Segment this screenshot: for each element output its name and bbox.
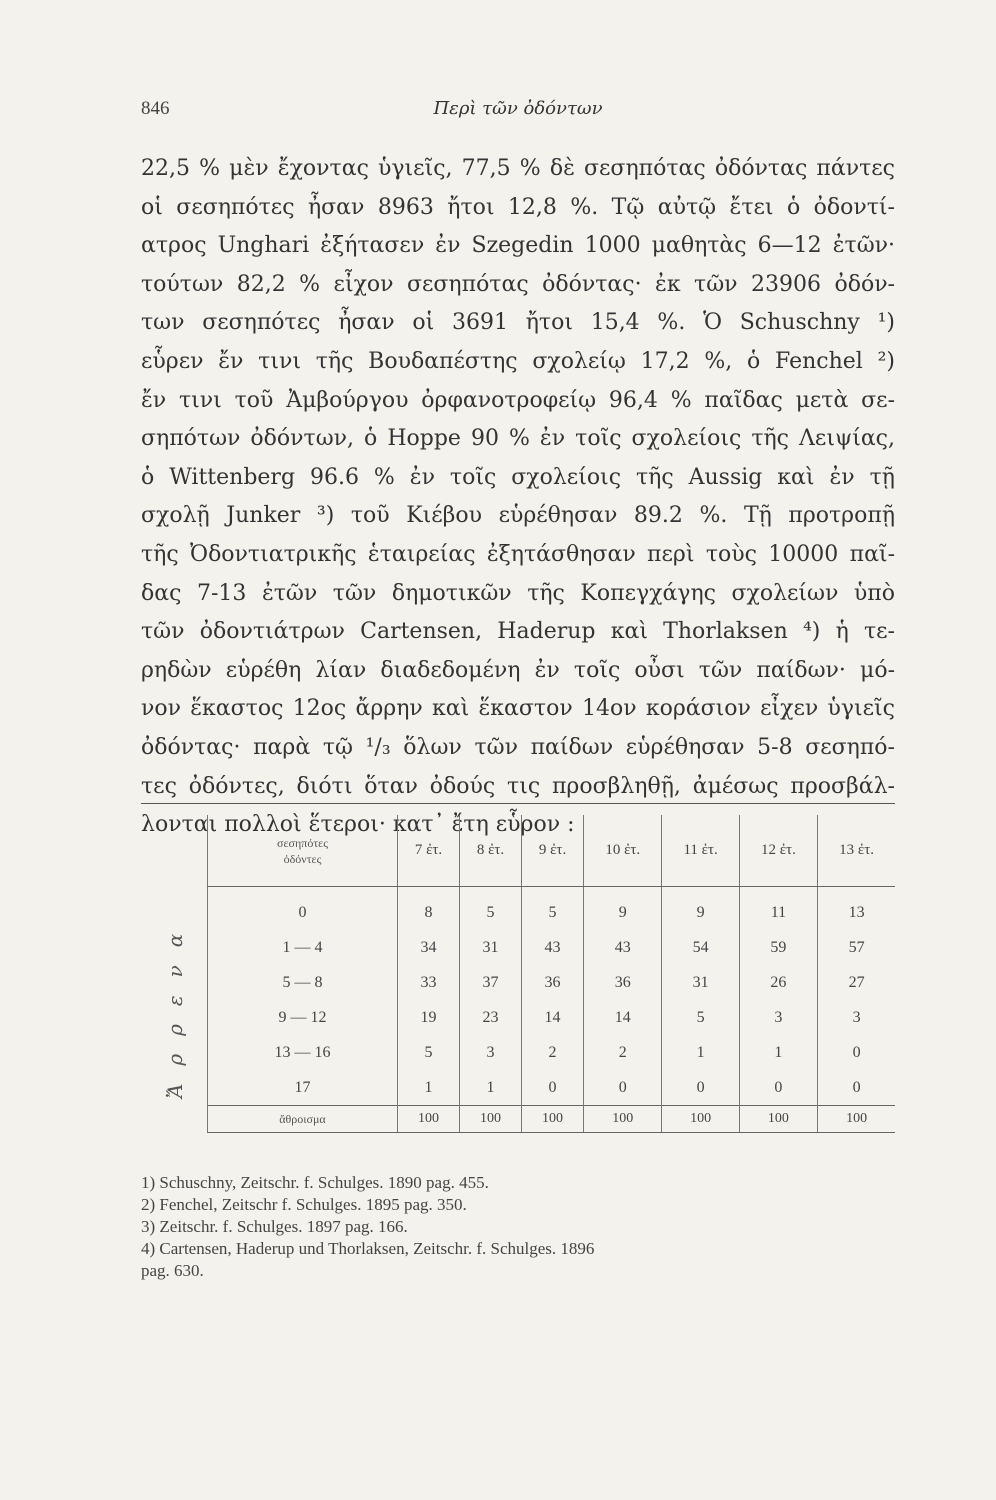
text-line: ὁ Wittenberg 96.6 % ἐν τοῖς σχολείοις τῆς Aussig καὶ ἐν τῇ — [141, 464, 895, 490]
table-cell: 3 — [818, 1000, 895, 1035]
table-cell: 5 — [662, 1000, 739, 1035]
column-header: 10 ἐτ. — [584, 815, 662, 887]
row-label: 13 — 16 — [208, 1035, 398, 1070]
text-line: οἱ σεσηπότες ἦσαν 8963 ἤτοι 12,8 %. Τῷ αὐτῷ ἔτει ὁ ὀδοντί- — [141, 194, 895, 220]
text-line: τῆς Ὀδοντιατρικῆς ἑταιρείας ἐξητάσθησαν περὶ τοὺς 10000 παῖ- — [141, 541, 895, 567]
table-cell: 1 — [460, 1070, 522, 1106]
total-cell: 100 — [584, 1106, 662, 1133]
table-row — [208, 1035, 896, 1070]
total-cell: 100 — [818, 1106, 895, 1133]
table-cell: 54 — [662, 930, 739, 965]
text-line: τούτων 82,2 % εἶχον σεσηπότας ὀδόντας· ἐκ τῶν 23906 ὀδόν- — [141, 271, 895, 297]
column-header: 8 ἐτ. — [460, 815, 522, 887]
text-line: ατρος Unghari ἐξήτασεν ἐν Szegedin 1000 μαθητὰς 6—12 ἐτῶν· — [141, 233, 895, 259]
row-label: 0 — [208, 887, 398, 931]
footnote: 4) Cartensen, Haderup und Thorlaksen, Zeitschr. f. Schulges. 1896 — [141, 1239, 595, 1258]
table-cell: 59 — [739, 930, 817, 965]
running-title: Περὶ τῶν ὀδόντων — [433, 98, 603, 119]
table-cell: 36 — [522, 965, 584, 1000]
row-label: 9 — 12 — [208, 1000, 398, 1035]
statistics-table — [207, 815, 895, 1133]
side-label-text: Ἄρρενα — [163, 915, 187, 1099]
table-row — [208, 930, 896, 965]
table-cell: 0 — [739, 1070, 817, 1106]
table-cell: 26 — [739, 965, 817, 1000]
table-header-row — [208, 815, 896, 887]
table-cell: 27 — [818, 965, 895, 1000]
text-line: νον ἕκαστος 12ος ἄρρην καὶ ἕκαστον 14ον κοράσιον εἶχεν ὑγιεῖς — [141, 696, 895, 722]
text-line: σχολῇ Junker ³) τοῦ Κιέβου εὑρέθησαν 89.2 %. Τῇ προτροπῇ — [141, 503, 895, 529]
table-cell: 9 — [662, 887, 739, 931]
total-cell: 100 — [460, 1106, 522, 1133]
text-line: λονται πολλοὶ ἕτεροι· κατ᾽ ἔτη εὗρον : — [141, 812, 575, 838]
total-cell: 100 — [662, 1106, 739, 1133]
table-cell: 5 — [398, 1035, 460, 1070]
table-row — [208, 965, 896, 1000]
text-line: ἔν τινι τοῦ Ἀμβούργου ὀρφανοτροφείῳ 96,4 % παῖδας μετὰ σε- — [141, 387, 895, 413]
table-cell: 43 — [584, 930, 662, 965]
table-cell: 1 — [398, 1070, 460, 1106]
header-label-line2: ὀδόντες — [283, 851, 322, 866]
footnote-continuation: pag. 630. — [141, 1261, 204, 1280]
column-header: 12 ἐτ. — [739, 815, 817, 887]
table-cell: 5 — [460, 887, 522, 931]
row-label: 5 — 8 — [208, 965, 398, 1000]
table-cell: 13 — [818, 887, 895, 931]
column-header: 7 ἐτ. — [398, 815, 460, 887]
table-cell: 14 — [522, 1000, 584, 1035]
table-cell: 0 — [662, 1070, 739, 1106]
row-label: 17 — [208, 1070, 398, 1106]
table-cell: 2 — [584, 1035, 662, 1070]
table-cell: 3 — [739, 1000, 817, 1035]
table-cell: 8 — [398, 887, 460, 931]
total-cell: 100 — [739, 1106, 817, 1133]
section-rule — [141, 803, 895, 804]
table-cell: 31 — [460, 930, 522, 965]
table-cell: 1 — [662, 1035, 739, 1070]
table-row — [208, 887, 896, 931]
footnote: 1) Schuschny, Zeitschr. f. Schulges. 1890 pag. 455. — [141, 1173, 489, 1192]
table-cell: 0 — [584, 1070, 662, 1106]
text-line: 22,5 % μὲν ἔχοντας ὑγιεῖς, 77,5 % δὲ σεσηπότας ὀδόντας πάντες — [141, 156, 895, 181]
table-cell: 57 — [818, 930, 895, 965]
table-cell: 34 — [398, 930, 460, 965]
column-header: 9 ἐτ. — [522, 815, 584, 887]
text-line: δας 7-13 ἐτῶν τῶν δημοτικῶν τῆς Κοπεγχάγης σχολείων ὑπὸ — [141, 580, 895, 606]
table-cell: 14 — [584, 1000, 662, 1035]
table-row — [208, 1070, 896, 1106]
footnote: 3) Zeitschr. f. Schulges. 1897 pag. 166. — [141, 1217, 408, 1236]
page-number: 846 — [141, 98, 170, 119]
column-header: 11 ἐτ. — [662, 815, 739, 887]
total-cell: 100 — [398, 1106, 460, 1133]
total-label: ἄθροισμα — [208, 1106, 398, 1133]
text-line: των σεσηπότες ἦσαν οἱ 3691 ἤτοι 15,4 %. Ὁ Schuschny ¹) — [141, 310, 895, 336]
table-cell: 0 — [818, 1070, 895, 1106]
page-header — [141, 98, 895, 124]
table-cell: 0 — [818, 1035, 895, 1070]
table-side-label — [141, 815, 207, 1165]
table-cell: 36 — [584, 965, 662, 1000]
table-cell: 1 — [739, 1035, 817, 1070]
table-cell: 31 — [662, 965, 739, 1000]
text-line: σηπότων ὀδόντων, ὁ Hoppe 90 % ἐν τοῖς σχολείοις τῆς Λειψίας, — [141, 426, 895, 452]
table-cell: 23 — [460, 1000, 522, 1035]
row-label: 1 — 4 — [208, 930, 398, 965]
table-cell: 9 — [584, 887, 662, 931]
total-cell: 100 — [522, 1106, 584, 1133]
table-cell: 5 — [522, 887, 584, 931]
table-cell: 0 — [522, 1070, 584, 1106]
table-cell: 43 — [522, 930, 584, 965]
text-line: τῶν ὀδοντιάτρων Cartensen, Haderup καὶ Thorlaksen ⁴) ἡ τε- — [141, 619, 895, 645]
text-line: ρηδὼν εὑρέθη λίαν διαδεδομένη ἐν τοῖς οὖσι τῶν παίδων· μό- — [141, 657, 895, 683]
header-label-line1: σεσηπότες — [277, 835, 328, 850]
footnote: 2) Fenchel, Zeitschr f. Schulges. 1895 pag. 350. — [141, 1195, 467, 1214]
table-total-row — [208, 1106, 896, 1133]
column-header: 13 ἐτ. — [818, 815, 895, 887]
table-cell: 3 — [460, 1035, 522, 1070]
statistics-table-block — [141, 815, 895, 1165]
table-cell: 2 — [522, 1035, 584, 1070]
footnotes — [141, 1172, 895, 1282]
table-cell: 11 — [739, 887, 817, 931]
table-cell: 37 — [460, 965, 522, 1000]
body-text — [141, 150, 895, 845]
table-cell: 33 — [398, 965, 460, 1000]
text-line: ὀδόντας· παρὰ τῷ ¹/₃ ὅλων τῶν παίδων εὑρέθησαν 5-8 σεσηπό- — [141, 734, 895, 760]
table-cell: 19 — [398, 1000, 460, 1035]
text-line: τες ὀδόντες, διότι ὅταν ὀδούς τις προσβληθῇ, ἀμέσως προσβάλ- — [141, 773, 895, 799]
table-row — [208, 1000, 896, 1035]
header-label-cell — [208, 815, 398, 887]
text-line: εὗρεν ἔν τινι τῆς Βουδαπέστης σχολείῳ 17,2 %, ὁ Fenchel ²) — [141, 348, 895, 374]
